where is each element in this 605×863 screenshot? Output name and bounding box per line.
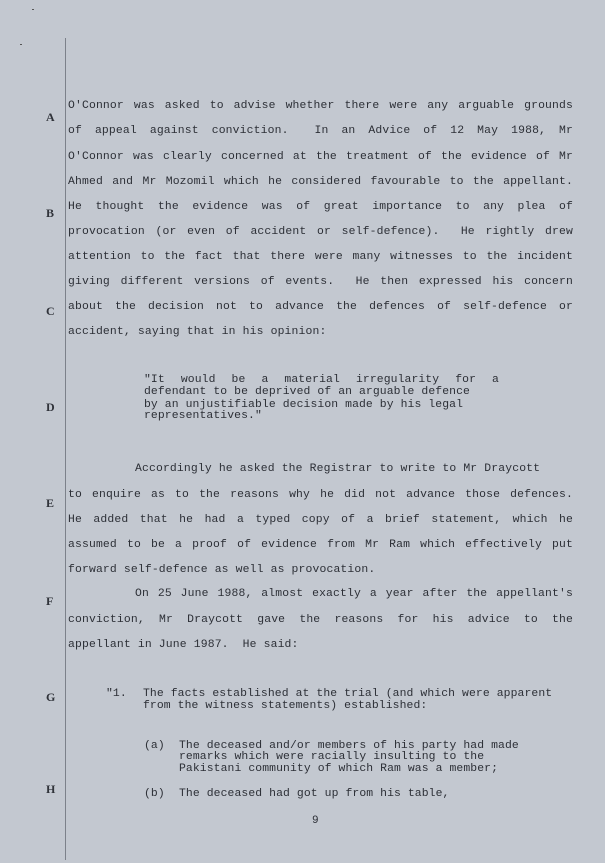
quote-line: The facts established at the trial (and which were apparent — [143, 688, 553, 700]
margin-letter-d: D — [46, 400, 55, 414]
quote-line: defendant to be deprived of an arguable defence — [144, 386, 470, 398]
sub-item-label: (a) — [144, 740, 165, 752]
text-line: provocation (or even of accident or self-defence). He rightly drew — [68, 226, 573, 238]
sub-item-label: (b) — [144, 788, 165, 800]
quote-line: The deceased had got up from his table, — [179, 788, 450, 800]
quote-line: Pakistani community of which Ram was a member; — [179, 763, 499, 775]
text-line: Accordingly he asked the Registrar to write to Mr Draycott — [135, 463, 541, 475]
text-line: forward self-defence as well as provocation. — [68, 564, 376, 576]
text-line: He added that he had a typed copy of a brief statement, which he — [68, 514, 573, 526]
text-line: On 25 June 1988, almost exactly a year after the appellant's — [135, 588, 573, 600]
text-line: conviction, Mr Draycott gave the reasons for his advice to the — [68, 614, 573, 626]
text-line: to enquire as to the reasons why he did not advance those defences. — [68, 489, 573, 501]
quote-line: representatives." — [144, 410, 262, 422]
text-line: attention to the fact that there were many witnesses to the incident — [68, 251, 573, 263]
quote-line: The deceased and/or members of his party had made — [179, 740, 519, 752]
text-line: of appeal against conviction. In an Advice of 12 May 1988, Mr — [68, 125, 573, 137]
quote-line: from the witness statements) established: — [143, 700, 428, 712]
page-number: 9 — [312, 815, 319, 827]
scan-speck — [32, 9, 34, 10]
scan-speck — [20, 44, 22, 45]
margin-rule — [65, 38, 66, 860]
text-line: appellant in June 1987. He said: — [68, 639, 299, 651]
text-line: about the decision not to advance the defences of self-defence or — [68, 301, 573, 313]
quote-line: "It would be a material irregularity for a — [144, 374, 499, 386]
text-line: He thought the evidence was of great importance to any plea of — [68, 201, 573, 213]
margin-letter-a: A — [46, 110, 55, 124]
quote-line: remarks which were racially insulting to the — [179, 751, 485, 763]
margin-letter-g: G — [46, 690, 56, 704]
text-line: O'Connor was asked to advise whether there were any arguable grounds — [68, 100, 573, 112]
margin-letter-e: E — [46, 496, 55, 510]
text-line: Ahmed and Mr Mozomil which he considered favourable to the appellant. — [68, 176, 573, 188]
text-line: giving different versions of events. He then expressed his concern — [68, 276, 573, 288]
margin-letter-h: H — [46, 782, 56, 796]
margin-letter-c: C — [46, 304, 55, 318]
text-line: O'Connor was clearly concerned at the treatment of the evidence of Mr — [68, 151, 573, 163]
list-item-number: "1. — [106, 688, 127, 700]
margin-letter-f: F — [46, 594, 54, 608]
text-line: assumed to be a proof of evidence from Mr Ram which effectively put — [68, 539, 573, 551]
quote-line: by an unjustifiable decision made by his legal — [144, 399, 464, 411]
text-line: accident, saying that in his opinion: — [68, 326, 327, 338]
margin-letter-b: B — [46, 206, 55, 220]
